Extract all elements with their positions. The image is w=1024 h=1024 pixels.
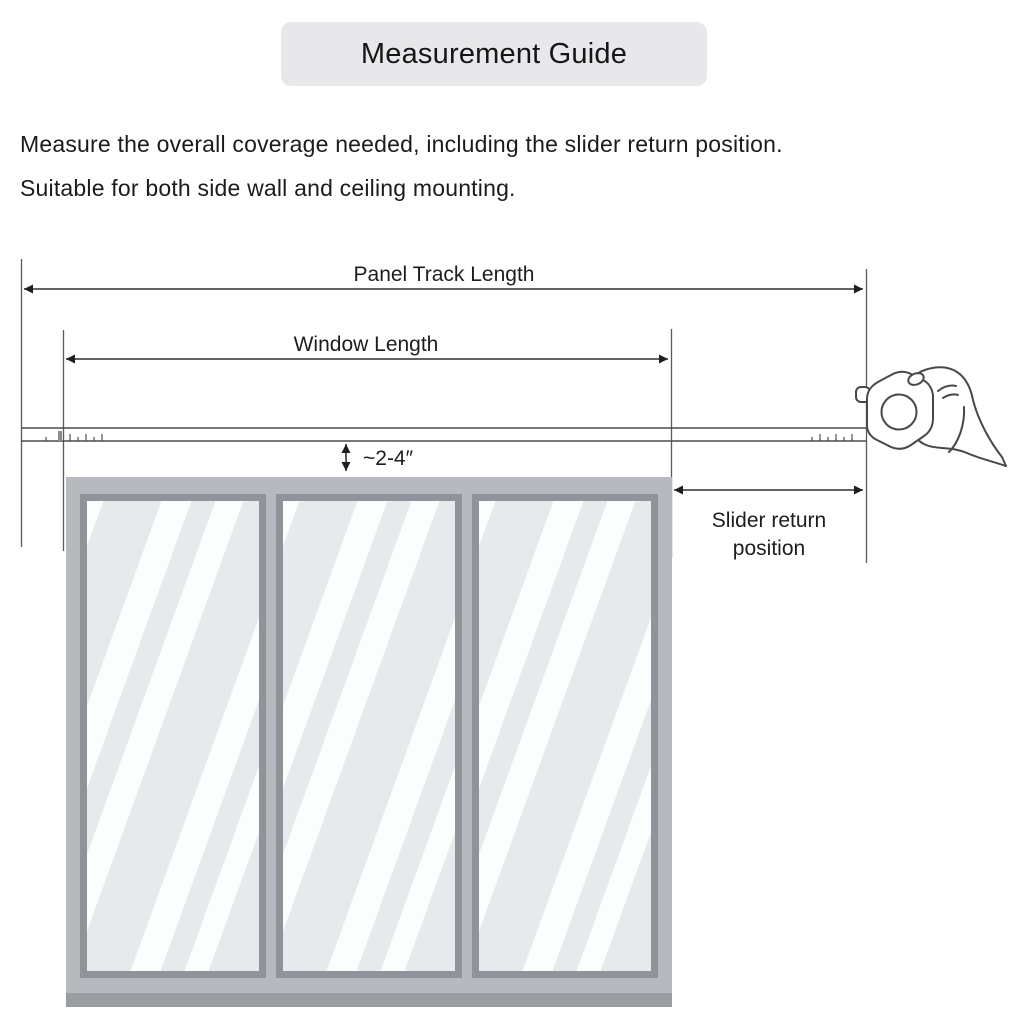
intro-line-1: Measure the overall coverage needed, including the slider return position. (20, 131, 783, 157)
page-title: Measurement Guide (360, 37, 628, 70)
intro-line-2: Suitable for both side wall and ceiling mounting. (20, 175, 516, 201)
slider-return-label-line1: Slider return (711, 509, 827, 532)
tape-reel-ring (882, 395, 917, 430)
gap-label: ~2-4″ (363, 447, 414, 470)
blade-ticks-left (46, 434, 102, 441)
slider-return-label-line2: position (732, 537, 806, 560)
door-sill (66, 993, 672, 1007)
tape-measure-in-hand (856, 367, 1006, 466)
panel-track-length-label: Panel Track Length (353, 263, 535, 286)
blade-ticks-right (812, 434, 852, 441)
blade-mark (58, 431, 62, 441)
window-length-label: Window Length (293, 333, 439, 356)
tape-measure-blade (21, 428, 866, 441)
